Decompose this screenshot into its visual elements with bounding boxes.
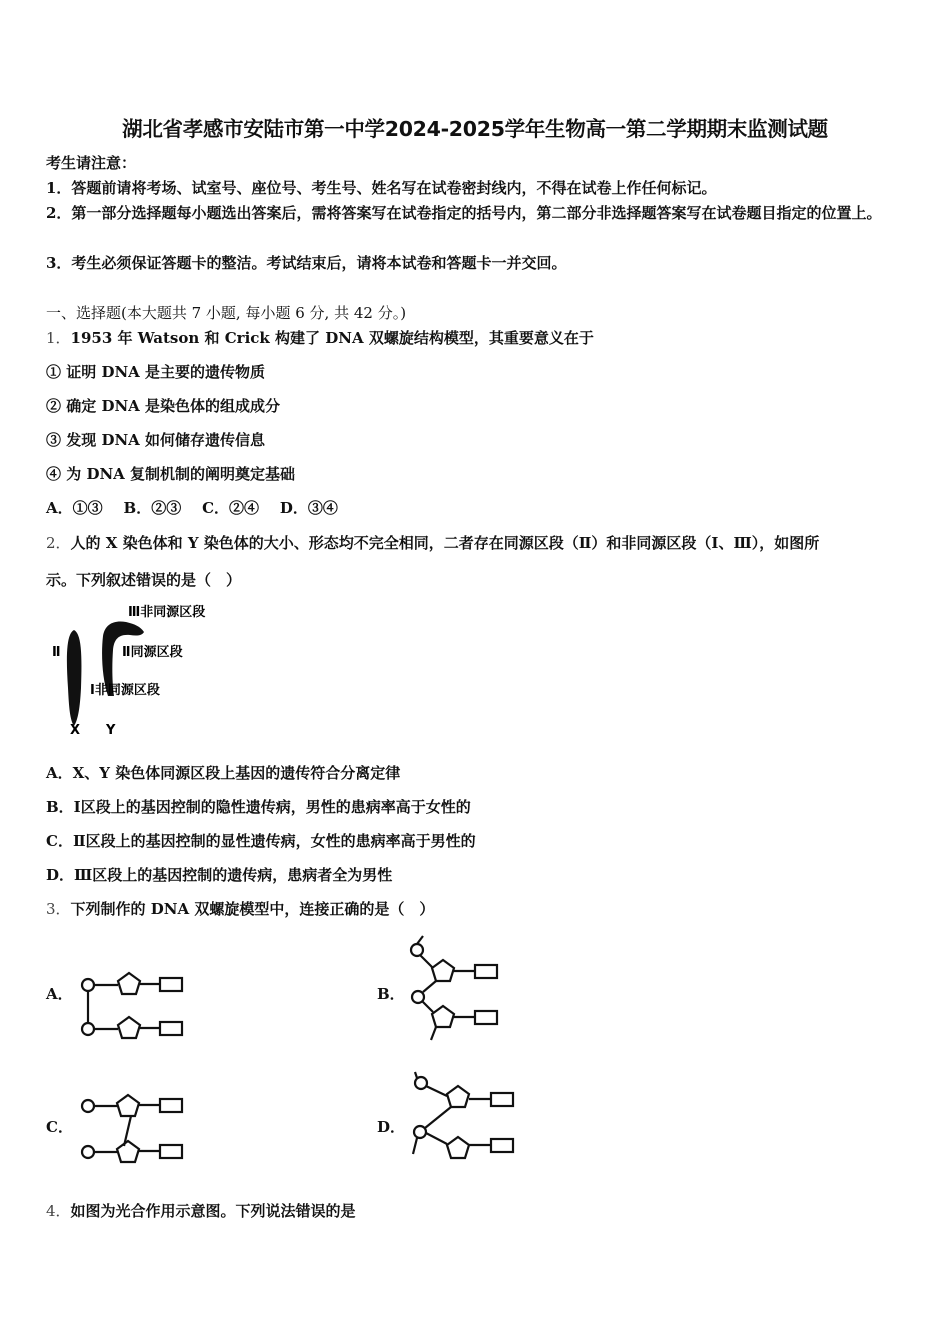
label-ii-left: Ⅱ (52, 645, 61, 660)
question-2-number: 2． (46, 534, 71, 552)
q3-label-c: C． (46, 1118, 73, 1136)
question-4-stem: 如图为光合作用示意图。下列说法错误的是 (70, 1202, 356, 1220)
label-x: X (70, 723, 81, 738)
notice-item-3: 3．考生必须保证答题卡的整洁。考试结束后，请将本试卷和答题卡一并交回。 (46, 254, 567, 272)
question-2 (46, 532, 819, 553)
q1-options: A．①③ B．②③ C．②④ D．③④ (46, 499, 338, 517)
q3-label-b: B． (377, 985, 405, 1003)
dna-model-a (76, 965, 191, 1045)
q1-item-2: ② 确定 DNA 是染色体的组成成分 (46, 397, 281, 415)
question-1-number: 1． (46, 329, 71, 347)
dna-model-d (405, 1070, 520, 1165)
question-1-stem: 1953 年 Watson 和 Crick 构建了 DNA 双螺旋结构模型，其重要意义在于 (70, 329, 594, 347)
question-3 (46, 898, 434, 919)
notice-item-2: 2．第一部分选择题每小题选出答案后，需将答案写在试卷指定的括号内，第二部分非选择题答案写在试卷题目指定的位置上。 (46, 204, 882, 222)
question-1 (46, 327, 594, 348)
x-chromosome (67, 630, 82, 726)
q2-option-a: A．X、Y 染色体同源区段上基因的遗传符合分离定律 (46, 764, 401, 782)
q1-item-4: ④ 为 DNA 复制机制的阐明奠定基础 (46, 465, 296, 483)
q1-item-3: ③ 发现 DNA 如何储存遗传信息 (46, 431, 266, 449)
question-3-stem: 下列制作的 DNA 双螺旋模型中，连接正确的是（ ） (70, 900, 435, 918)
label-y: Y (106, 723, 116, 738)
question-2-stem-line2: 示。下列叙述错误的是（ ） (46, 571, 242, 589)
notice-heading: 考生请注意： (46, 154, 137, 172)
question-4 (46, 1200, 356, 1221)
q2-option-d: D．Ⅲ区段上的基因控制的遗传病，患病者全为男性 (46, 866, 393, 884)
q3-label-a: A． (46, 985, 73, 1003)
section-heading: 一、选择题(本大题共 7 小题, 每小题 6 分, 共 42 分。) (46, 304, 407, 322)
exam-title: 湖北省孝感市安陆市第一中学2024-2025学年生物高一第二学期期末监测试题 (122, 117, 828, 141)
label-ii: Ⅱ同源区段 (122, 645, 183, 660)
question-4-number: 4． (46, 1202, 71, 1220)
dna-model-c (76, 1090, 191, 1170)
label-i: Ⅰ非同源区段 (90, 683, 160, 698)
q3-label-d: D． (377, 1118, 406, 1136)
xy-chromosome-figure (46, 598, 246, 743)
dna-model-b (405, 934, 505, 1046)
label-iii: Ⅲ非同源区段 (128, 605, 206, 620)
q2-option-b: B．Ⅰ区段上的基因控制的隐性遗传病，男性的患病率高于女性的 (46, 798, 471, 816)
q2-option-c: C．Ⅱ区段上的基因控制的显性遗传病，女性的患病率高于男性的 (46, 832, 476, 850)
q1-item-1: ① 证明 DNA 是主要的遗传物质 (46, 363, 266, 381)
question-3-number: 3． (46, 900, 71, 918)
question-2-stem-line1: 人的 X 染色体和 Y 染色体的大小、形态均不完全相同，二者存在同源区段（Ⅱ）和非同源区段（Ⅰ、Ⅲ），如图所 (70, 534, 820, 552)
notice-item-1: 1．答题前请将考场、试室号、座位号、考生号、姓名写在试卷密封线内，不得在试卷上作任何标记。 (46, 179, 717, 197)
